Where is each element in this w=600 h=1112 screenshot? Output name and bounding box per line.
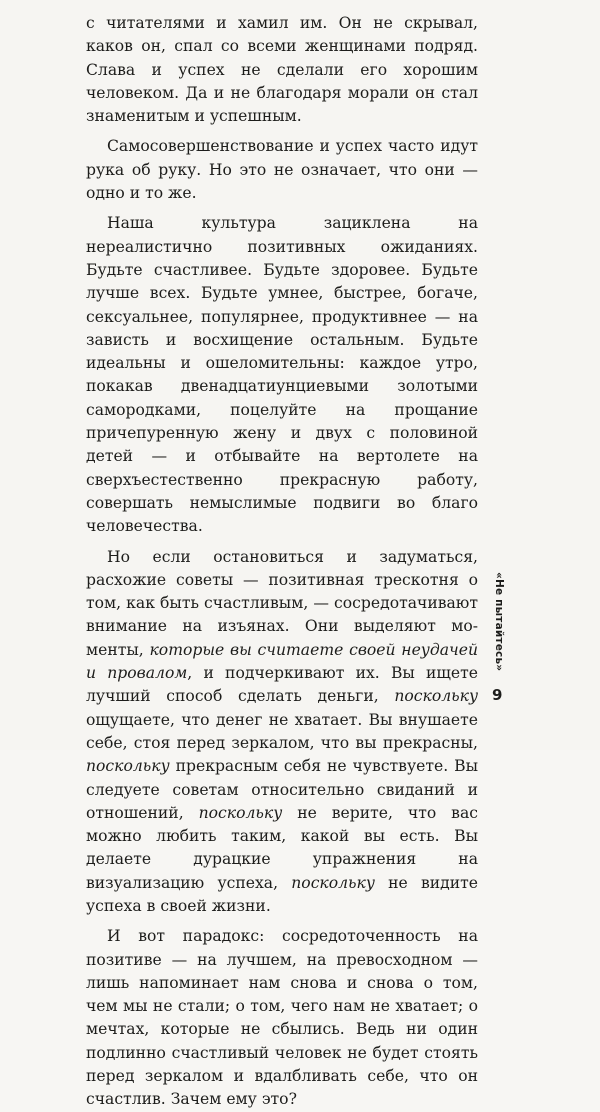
text-run: не верите, что вас можно любить таким, какой вы есть. Вы делаете дурацкие упражнения на визуализацию успеха, bbox=[86, 803, 478, 892]
italic-run: которые вы считаете своей неудачей и провалом bbox=[86, 640, 478, 683]
paragraph-0: с читателями и хамил им. Он не скрывал, каков он, спал со всеми женщинами подряд. Слава и успех не сделали его хорошим человеком. Да и не благодаря морали он стал знаменитым и успешным. bbox=[86, 14, 478, 126]
page-number: 9 bbox=[492, 686, 503, 704]
italic-run: поскольку bbox=[394, 687, 478, 706]
text-run: , и подчеркивают их. Вы ищете лучший способ сделать деньги, bbox=[86, 664, 478, 706]
italic-run: поскольку bbox=[291, 873, 375, 892]
italic-run: поскольку bbox=[86, 757, 170, 776]
paragraph-2: Наша культура зациклена на нереалистично позитивных ожиданиях. Будьте счастливее. Будьте здоровее. Будьте лучше всех. Будьте умнее, быстрее, богаче, сексуальнее, популярнее, продуктивнее — на зависть и восхищение остальным. Будьте идеальны и ошеломительны: каждое утро, покакав двенадцатиунциевыми золотыми самородками, поцелуйте на прощание причепуренную жену и двух с половиной детей — и отбывайте на вертолете на сверхъестественно прекрасную работу, совершать немыслимые подвиги во благо человечества. bbox=[86, 214, 478, 536]
text-run: Но если остановиться и задуматься, расхожие советы — позитивная трескотня о том, как быть счастливым, — сосредотачивают внимание на изъянах. Они выделяют моменты, bbox=[86, 547, 478, 659]
italic-run: поскольку bbox=[198, 803, 283, 822]
body-text bbox=[86, 12, 478, 1112]
paragraph-3 bbox=[86, 546, 478, 919]
text-run: не видите успеха в своей жизни. bbox=[86, 873, 478, 915]
paragraph-4: И вот парадокс: сосредоточенность на позитиве — на лучшем, на превосходном — лишь напоминает нам снова и снова о том, чем мы не стали; о том, чего нам не хватает; о мечтах, которые не сбылись. Ведь ни один подлинно счастливый человек не будет стоять перед зеркалом и вдалбливать себе, что он счастлив. Зачем ему это? bbox=[86, 927, 478, 1109]
paragraph-1: Самосовершенствование и успех часто идут рука об руку. Но это не означает, что они — одно и то же. bbox=[86, 137, 478, 203]
text-run: прекрасным себя не чувствуете. Вы следуете советам относительно свиданий и отношений, bbox=[86, 757, 478, 822]
text-run: ощущаете, что денег не хватает. Вы внушаете себе, стоя перед зеркалом, что вы прекрасны, bbox=[86, 710, 478, 752]
running-head: «Не пытайтесь» bbox=[493, 572, 505, 672]
